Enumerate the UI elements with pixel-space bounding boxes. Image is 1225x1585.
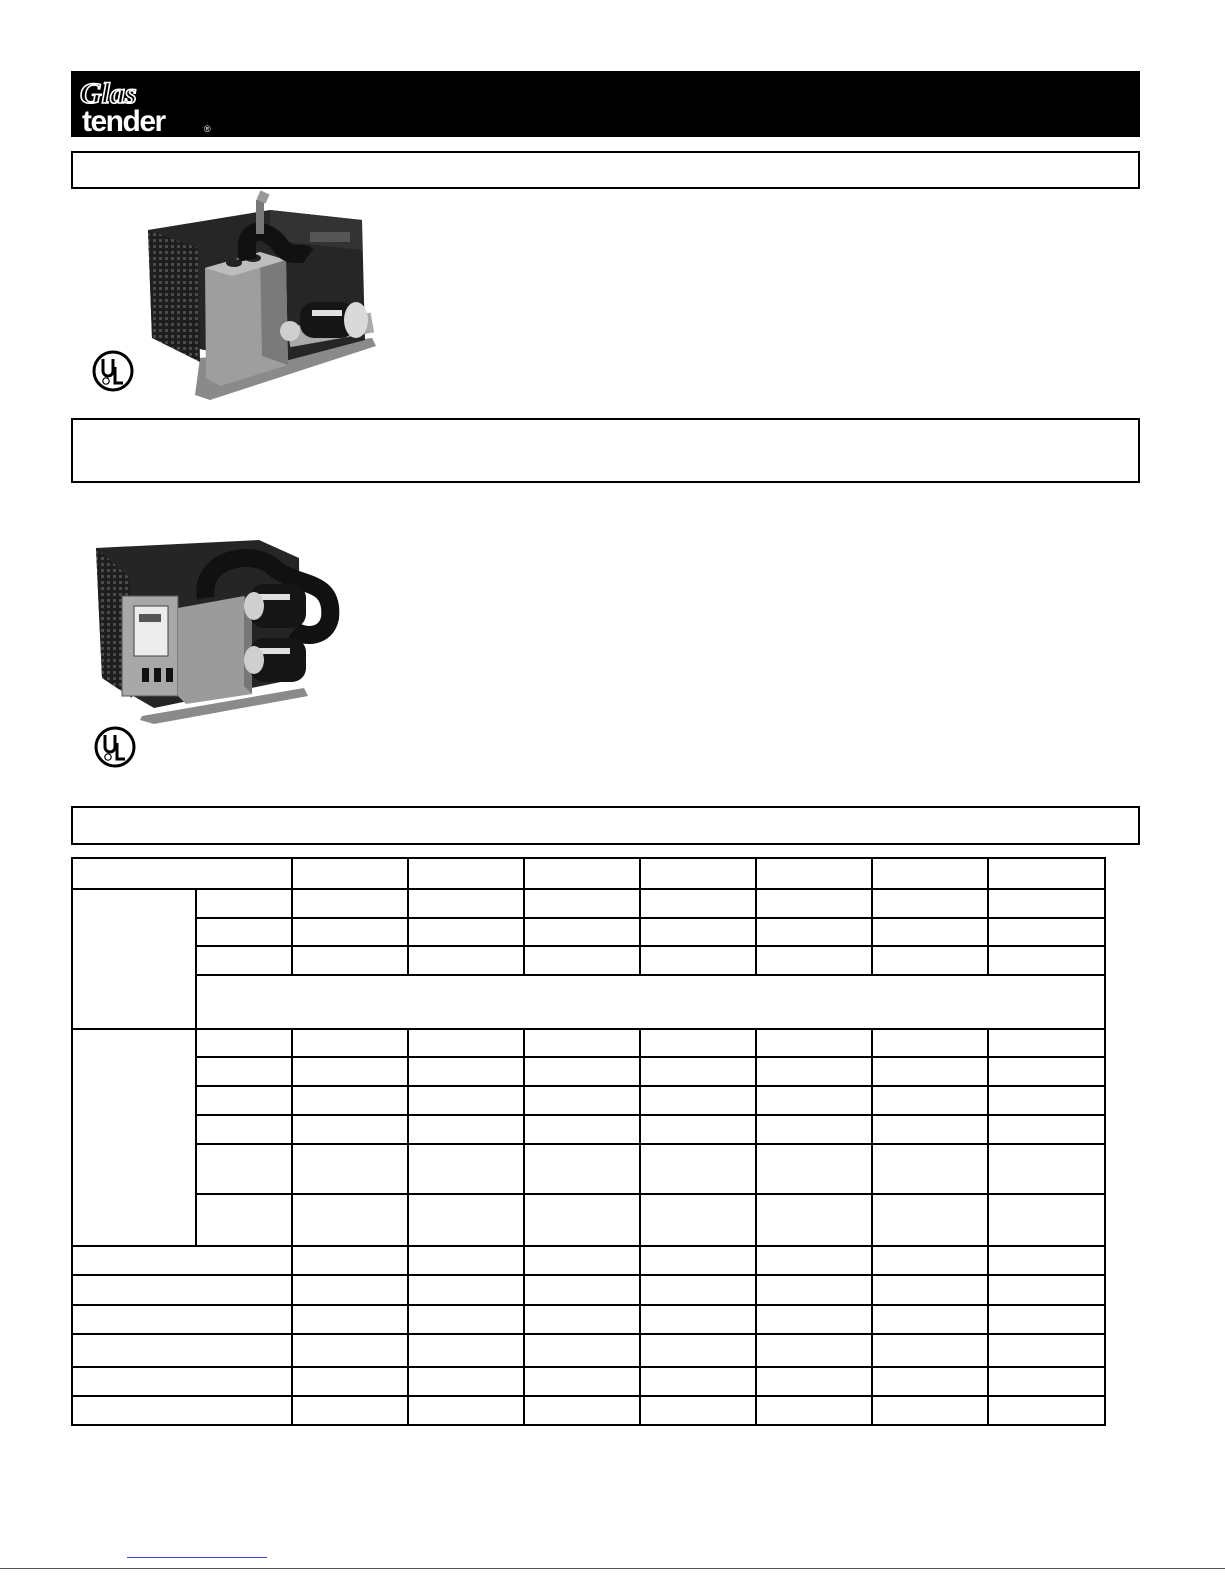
table-cell xyxy=(524,1086,640,1115)
table-cell xyxy=(408,1334,524,1367)
table-cell xyxy=(292,1334,408,1367)
table-cell xyxy=(988,918,1105,946)
table-row xyxy=(72,1367,1105,1396)
table-cell xyxy=(872,1057,988,1086)
table-cell xyxy=(196,918,292,946)
ul-listed-icon xyxy=(93,725,137,769)
table-cell xyxy=(988,946,1105,975)
table-cell xyxy=(640,889,756,918)
table-cell xyxy=(196,1086,292,1115)
table-cell xyxy=(988,1305,1105,1334)
table-row xyxy=(72,1246,1105,1275)
table-cell xyxy=(756,1305,872,1334)
table-cell xyxy=(872,889,988,918)
table-cell xyxy=(524,946,640,975)
table-cell xyxy=(756,1029,872,1057)
table-cell xyxy=(872,1144,988,1194)
table-cell xyxy=(988,1367,1105,1396)
table-cell xyxy=(72,1367,292,1396)
table-cell xyxy=(640,1367,756,1396)
table-cell xyxy=(408,1246,524,1275)
table-cell xyxy=(756,858,872,889)
table-group-label-cell xyxy=(72,889,196,1029)
table-cell xyxy=(640,946,756,975)
table-cell xyxy=(756,889,872,918)
table-cell xyxy=(756,1057,872,1086)
table-cell xyxy=(292,1144,408,1194)
table-row xyxy=(72,1305,1105,1334)
table-row xyxy=(72,1115,1105,1144)
table-cell xyxy=(72,858,292,889)
table-group-label-cell xyxy=(72,1029,196,1246)
table-cell xyxy=(988,1115,1105,1144)
table-row xyxy=(72,1334,1105,1367)
table-cell xyxy=(72,1305,292,1334)
table-cell xyxy=(408,889,524,918)
table-cell xyxy=(988,889,1105,918)
table-cell xyxy=(196,1115,292,1144)
table-cell xyxy=(872,1086,988,1115)
table-cell xyxy=(988,1396,1105,1425)
table-cell xyxy=(292,1057,408,1086)
table-cell xyxy=(756,1334,872,1367)
table-row xyxy=(72,1275,1105,1305)
table-cell xyxy=(988,1194,1105,1246)
table-row xyxy=(72,1144,1105,1194)
specifications-table xyxy=(71,857,1106,1426)
table-cell xyxy=(292,1367,408,1396)
table-cell xyxy=(524,1194,640,1246)
table-cell xyxy=(408,858,524,889)
table-cell xyxy=(408,1194,524,1246)
table-cell xyxy=(196,946,292,975)
table-row xyxy=(72,889,1105,918)
table-cell xyxy=(640,1334,756,1367)
table-cell xyxy=(640,1305,756,1334)
table-cell xyxy=(408,1086,524,1115)
table-cell xyxy=(524,889,640,918)
glastender-logo xyxy=(78,76,228,136)
page-bottom-rule xyxy=(0,1568,1225,1569)
table-cell xyxy=(408,1115,524,1144)
section-header-3 xyxy=(71,806,1140,845)
table-cell xyxy=(756,918,872,946)
table-cell xyxy=(988,1144,1105,1194)
table-cell xyxy=(988,1334,1105,1367)
table-cell xyxy=(524,1144,640,1194)
table-cell xyxy=(72,1275,292,1305)
table-cell xyxy=(872,1194,988,1246)
table-cell xyxy=(756,946,872,975)
table-cell xyxy=(408,1029,524,1057)
table-cell xyxy=(872,1334,988,1367)
table-cell xyxy=(524,918,640,946)
table-cell xyxy=(524,1367,640,1396)
table-row xyxy=(72,1057,1105,1086)
table-header-row xyxy=(72,858,1105,889)
table-cell xyxy=(872,1367,988,1396)
table-cell xyxy=(408,1305,524,1334)
table-cell xyxy=(292,1396,408,1425)
table-cell xyxy=(988,1086,1105,1115)
table-cell xyxy=(408,946,524,975)
dual-pump-cooling-unit-photo xyxy=(94,538,344,728)
table-cell xyxy=(524,1057,640,1086)
table-cell xyxy=(524,1115,640,1144)
table-cell xyxy=(988,1057,1105,1086)
table-cell xyxy=(292,1194,408,1246)
table-cell xyxy=(524,1246,640,1275)
table-cell xyxy=(988,1029,1105,1057)
table-cell xyxy=(72,1246,292,1275)
table-cell xyxy=(640,1057,756,1086)
ul-listed-icon xyxy=(91,349,135,393)
table-cell xyxy=(524,1305,640,1334)
table-cell xyxy=(292,1275,408,1305)
single-pump-cooling-unit-photo xyxy=(140,190,380,402)
table-cell xyxy=(292,1086,408,1115)
section-header-1 xyxy=(71,151,1140,189)
svg-text:®: ® xyxy=(204,124,211,134)
table-row xyxy=(72,1086,1105,1115)
table-cell xyxy=(408,1057,524,1086)
table-cell xyxy=(524,1275,640,1305)
table-cell xyxy=(756,1194,872,1246)
table-cell xyxy=(72,1396,292,1425)
table-cell xyxy=(524,858,640,889)
table-cell xyxy=(524,1334,640,1367)
table-cell xyxy=(640,1396,756,1425)
table-cell xyxy=(872,1305,988,1334)
table-cell xyxy=(756,1396,872,1425)
table-cell xyxy=(872,1029,988,1057)
table-cell xyxy=(408,1367,524,1396)
svg-text:Glas: Glas xyxy=(80,77,137,110)
table-cell xyxy=(640,1194,756,1246)
table-row xyxy=(72,1029,1105,1057)
table-cell xyxy=(408,1275,524,1305)
table-cell xyxy=(872,858,988,889)
section-header-2 xyxy=(71,418,1140,483)
table-cell xyxy=(756,1086,872,1115)
table-cell xyxy=(640,1029,756,1057)
table-cell xyxy=(524,1396,640,1425)
table-cell xyxy=(872,1396,988,1425)
table-row xyxy=(72,918,1105,946)
table-cell xyxy=(872,1275,988,1305)
table-cell xyxy=(640,1275,756,1305)
table-cell xyxy=(988,1275,1105,1305)
table-cell xyxy=(988,858,1105,889)
table-cell xyxy=(640,858,756,889)
svg-text:tender: tender xyxy=(82,105,165,136)
table-row xyxy=(72,1396,1105,1425)
table-cell xyxy=(292,858,408,889)
table-cell xyxy=(640,918,756,946)
table-cell xyxy=(408,918,524,946)
table-cell xyxy=(292,946,408,975)
table-cell xyxy=(292,1115,408,1144)
table-cell xyxy=(408,1144,524,1194)
table-cell xyxy=(640,1144,756,1194)
table-cell xyxy=(72,1334,292,1367)
table-row xyxy=(72,946,1105,975)
table-cell xyxy=(640,1246,756,1275)
footer-link[interactable] xyxy=(127,1557,267,1558)
table-cell xyxy=(872,1246,988,1275)
table-cell xyxy=(872,946,988,975)
table-cell xyxy=(756,1367,872,1396)
table-cell xyxy=(756,1115,872,1144)
table-cell xyxy=(292,889,408,918)
table-cell xyxy=(872,918,988,946)
table-cell xyxy=(196,889,292,918)
table-cell xyxy=(196,1029,292,1057)
table-note-cell xyxy=(196,975,1105,1029)
table-cell xyxy=(292,918,408,946)
table-row xyxy=(72,975,1105,1029)
table-cell xyxy=(640,1086,756,1115)
table-cell xyxy=(292,1029,408,1057)
table-cell xyxy=(872,1115,988,1144)
table-cell xyxy=(524,1029,640,1057)
table-row xyxy=(72,1194,1105,1246)
table-cell xyxy=(988,1246,1105,1275)
table-cell xyxy=(756,1246,872,1275)
table-cell xyxy=(196,1144,292,1194)
table-cell xyxy=(292,1305,408,1334)
table-cell xyxy=(196,1057,292,1086)
table-cell xyxy=(196,1194,292,1246)
brand-banner xyxy=(71,71,1140,137)
table-cell xyxy=(756,1275,872,1305)
table-cell xyxy=(408,1396,524,1425)
table-cell xyxy=(756,1144,872,1194)
table-cell xyxy=(640,1115,756,1144)
table-cell xyxy=(292,1246,408,1275)
